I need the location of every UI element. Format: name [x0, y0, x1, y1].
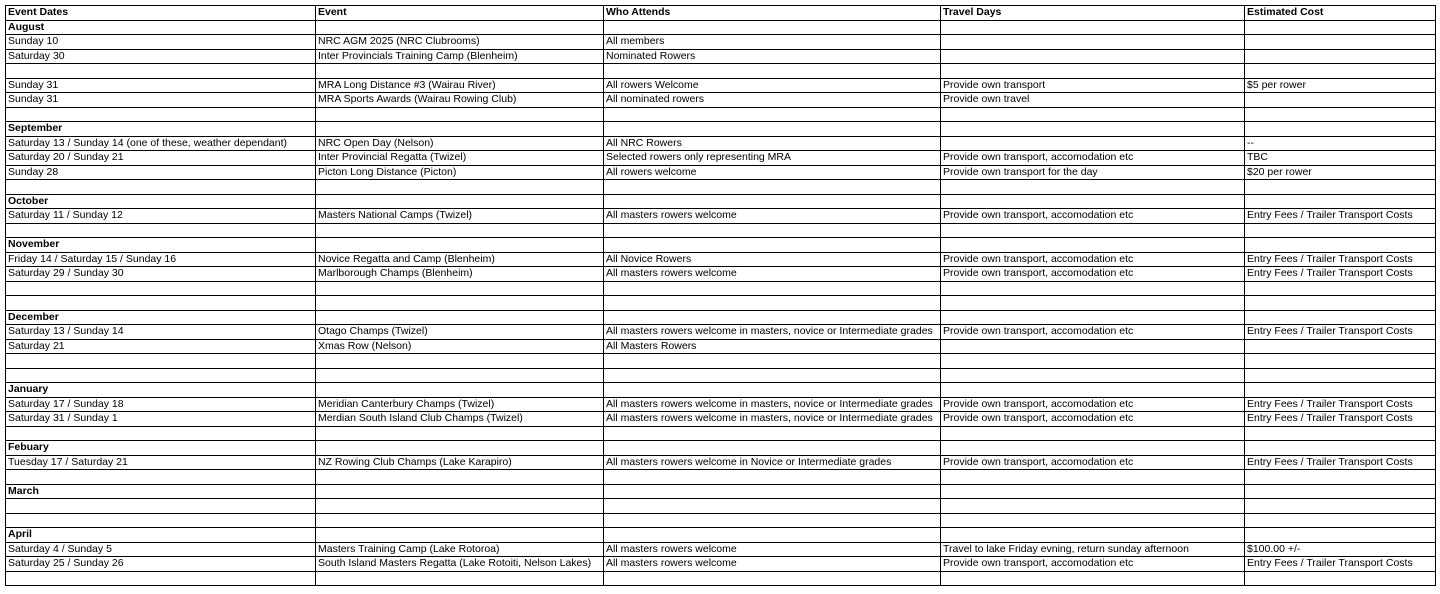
estimated-cost-cell[interactable] [1245, 180, 1436, 195]
travel-days-cell[interactable] [941, 49, 1245, 64]
event-dates-cell[interactable]: Saturday 11 / Sunday 12 [6, 209, 316, 224]
event-cell[interactable] [316, 64, 604, 79]
who-attends-cell[interactable] [604, 441, 941, 456]
event-dates-cell[interactable]: Saturday 29 / Sunday 30 [6, 267, 316, 282]
blank-row [6, 64, 1436, 79]
event-dates-cell[interactable]: Saturday 20 / Sunday 21 [6, 151, 316, 166]
who-attends-cell[interactable] [604, 194, 941, 209]
event-dates-cell[interactable] [6, 107, 316, 122]
estimated-cost-cell[interactable] [1245, 64, 1436, 79]
event-cell[interactable] [316, 484, 604, 499]
header-who-attends[interactable]: Who Attends [604, 6, 941, 21]
month-label[interactable]: August [6, 20, 316, 35]
event-dates-cell[interactable] [6, 223, 316, 238]
who-attends-cell[interactable] [604, 354, 941, 369]
who-attends-cell[interactable] [604, 223, 941, 238]
estimated-cost-cell[interactable] [1245, 513, 1436, 528]
travel-days-cell[interactable]: Travel to lake Friday evning, return sunday afternoon [941, 542, 1245, 557]
event-dates-cell[interactable]: Saturday 4 / Sunday 5 [6, 542, 316, 557]
estimated-cost-cell[interactable]: $5 per rower [1245, 78, 1436, 93]
who-attends-cell[interactable]: All NRC Rowers [604, 136, 941, 151]
who-attends-cell[interactable] [604, 484, 941, 499]
event-cell[interactable] [316, 122, 604, 137]
who-attends-cell[interactable]: All masters rowers welcome [604, 542, 941, 557]
event-cell[interactable] [316, 310, 604, 325]
estimated-cost-cell[interactable] [1245, 470, 1436, 485]
table-row [6, 542, 1436, 557]
travel-days-cell[interactable]: Provide own transport, accomodation etc [941, 151, 1245, 166]
blank-row [6, 180, 1436, 195]
event-cell[interactable] [316, 223, 604, 238]
who-attends-cell[interactable]: Nominated Rowers [604, 49, 941, 64]
event-cell[interactable] [316, 513, 604, 528]
who-attends-cell[interactable] [604, 238, 941, 253]
event-cell[interactable] [316, 528, 604, 543]
travel-days-cell[interactable] [941, 310, 1245, 325]
event-cell[interactable] [316, 354, 604, 369]
estimated-cost-cell[interactable]: $100.00 +/- [1245, 542, 1436, 557]
who-attends-cell[interactable] [604, 20, 941, 35]
event-dates-cell[interactable]: Sunday 31 [6, 78, 316, 93]
estimated-cost-cell[interactable] [1245, 35, 1436, 50]
estimated-cost-cell[interactable]: TBC [1245, 151, 1436, 166]
estimated-cost-cell[interactable] [1245, 441, 1436, 456]
event-cell[interactable] [316, 426, 604, 441]
estimated-cost-cell[interactable]: Entry Fees / Trailer Transport Costs [1245, 557, 1436, 572]
event-dates-cell[interactable]: Saturday 13 / Sunday 14 [6, 325, 316, 340]
estimated-cost-cell[interactable]: Entry Fees / Trailer Transport Costs [1245, 325, 1436, 340]
month-label[interactable]: January [6, 383, 316, 398]
month-row [6, 310, 1436, 325]
event-cell[interactable]: Otago Champs (Twizel) [316, 325, 604, 340]
who-attends-cell[interactable] [604, 107, 941, 122]
event-cell[interactable] [316, 441, 604, 456]
travel-days-cell[interactable]: Provide own transport, accomodation etc [941, 267, 1245, 282]
estimated-cost-cell[interactable]: Entry Fees / Trailer Transport Costs [1245, 209, 1436, 224]
event-dates-cell[interactable] [6, 571, 316, 586]
header-estimated-cost[interactable]: Estimated Cost [1245, 6, 1436, 21]
travel-days-cell[interactable] [941, 180, 1245, 195]
month-label[interactable]: September [6, 122, 316, 137]
estimated-cost-cell[interactable]: Entry Fees / Trailer Transport Costs [1245, 455, 1436, 470]
event-dates-cell[interactable]: Saturday 13 / Sunday 14 (one of these, weather dependant) [6, 136, 316, 151]
travel-days-cell[interactable]: Provide own transport, accomodation etc [941, 557, 1245, 572]
event-cell[interactable] [316, 238, 604, 253]
month-label[interactable]: March [6, 484, 316, 499]
travel-days-cell[interactable] [941, 281, 1245, 296]
estimated-cost-cell[interactable] [1245, 571, 1436, 586]
blank-row [6, 354, 1436, 369]
event-dates-cell[interactable]: Sunday 10 [6, 35, 316, 50]
event-cell[interactable] [316, 499, 604, 514]
who-attends-cell[interactable]: All Novice Rowers [604, 252, 941, 267]
who-attends-cell[interactable] [604, 571, 941, 586]
travel-days-cell[interactable] [941, 122, 1245, 137]
who-attends-cell[interactable]: All nominated rowers [604, 93, 941, 108]
who-attends-cell[interactable]: All masters rowers welcome [604, 209, 941, 224]
table-row [6, 165, 1436, 180]
blank-row [6, 470, 1436, 485]
estimated-cost-cell[interactable] [1245, 238, 1436, 253]
event-dates-cell[interactable]: Saturday 30 [6, 49, 316, 64]
table-row [6, 455, 1436, 470]
month-row [6, 20, 1436, 35]
travel-days-cell[interactable] [941, 238, 1245, 253]
table-row [6, 93, 1436, 108]
table-row [6, 325, 1436, 340]
travel-days-cell[interactable]: Provide own transport, accomodation etc [941, 412, 1245, 427]
estimated-cost-cell[interactable] [1245, 383, 1436, 398]
travel-days-cell[interactable] [941, 296, 1245, 311]
event-dates-cell[interactable] [6, 426, 316, 441]
table-row [6, 267, 1436, 282]
who-attends-cell[interactable]: All Masters Rowers [604, 339, 941, 354]
table-row [6, 252, 1436, 267]
event-dates-cell[interactable]: Saturday 21 [6, 339, 316, 354]
travel-days-cell[interactable] [941, 499, 1245, 514]
event-dates-cell[interactable]: Friday 14 / Saturday 15 / Sunday 16 [6, 252, 316, 267]
travel-days-cell[interactable]: Provide own transport, accomodation etc [941, 252, 1245, 267]
who-attends-cell[interactable] [604, 310, 941, 325]
travel-days-cell[interactable]: Provide own transport, accomodation etc [941, 455, 1245, 470]
travel-days-cell[interactable] [941, 368, 1245, 383]
who-attends-cell[interactable]: All masters rowers welcome in masters, novice or Intermediate grades [604, 412, 941, 427]
travel-days-cell[interactable] [941, 441, 1245, 456]
blank-row [6, 281, 1436, 296]
estimated-cost-cell[interactable] [1245, 93, 1436, 108]
estimated-cost-cell[interactable] [1245, 20, 1436, 35]
month-label[interactable]: December [6, 310, 316, 325]
travel-days-cell[interactable]: Provide own transport for the day [941, 165, 1245, 180]
month-row [6, 238, 1436, 253]
header-row [6, 6, 1436, 21]
estimated-cost-cell[interactable] [1245, 499, 1436, 514]
event-cell[interactable] [316, 368, 604, 383]
header-travel-days[interactable]: Travel Days [941, 6, 1245, 21]
table-row [6, 557, 1436, 572]
travel-days-cell[interactable] [941, 339, 1245, 354]
estimated-cost-cell[interactable] [1245, 339, 1436, 354]
event-dates-cell[interactable] [6, 180, 316, 195]
table-body [6, 20, 1436, 586]
estimated-cost-cell[interactable] [1245, 281, 1436, 296]
event-cell[interactable]: NZ Rowing Club Champs (Lake Karapiro) [316, 455, 604, 470]
estimated-cost-cell[interactable] [1245, 484, 1436, 499]
estimated-cost-cell[interactable] [1245, 194, 1436, 209]
event-cell[interactable] [316, 180, 604, 195]
travel-days-cell[interactable] [941, 383, 1245, 398]
event-cell[interactable] [316, 296, 604, 311]
travel-days-cell[interactable] [941, 136, 1245, 151]
event-cell[interactable] [316, 571, 604, 586]
event-dates-cell[interactable] [6, 64, 316, 79]
travel-days-cell[interactable]: Provide own transport, accomodation etc [941, 325, 1245, 340]
estimated-cost-cell[interactable] [1245, 223, 1436, 238]
table-row [6, 151, 1436, 166]
estimated-cost-cell[interactable]: $20 per rower [1245, 165, 1436, 180]
month-label[interactable]: November [6, 238, 316, 253]
event-cell[interactable]: Inter Provincials Training Camp (Blenheim) [316, 49, 604, 64]
month-row [6, 441, 1436, 456]
travel-days-cell[interactable] [941, 571, 1245, 586]
who-attends-cell[interactable]: All masters rowers welcome in masters, novice or Intermediate grades [604, 325, 941, 340]
table-row [6, 397, 1436, 412]
event-cell[interactable] [316, 383, 604, 398]
month-row [6, 528, 1436, 543]
blank-row [6, 426, 1436, 441]
who-attends-cell[interactable] [604, 383, 941, 398]
events-table [5, 5, 1436, 586]
travel-days-cell[interactable]: Provide own travel [941, 93, 1245, 108]
event-cell[interactable]: Xmas Row (Nelson) [316, 339, 604, 354]
blank-row [6, 296, 1436, 311]
table-row [6, 136, 1436, 151]
blank-row [6, 571, 1436, 586]
event-cell[interactable] [316, 281, 604, 296]
estimated-cost-cell[interactable] [1245, 107, 1436, 122]
event-dates-cell[interactable]: Sunday 28 [6, 165, 316, 180]
event-dates-cell[interactable] [6, 470, 316, 485]
event-dates-cell[interactable]: Tuesday 17 / Saturday 21 [6, 455, 316, 470]
travel-days-cell[interactable] [941, 107, 1245, 122]
estimated-cost-cell[interactable] [1245, 310, 1436, 325]
event-dates-cell[interactable] [6, 281, 316, 296]
event-cell[interactable]: MRA Sports Awards (Wairau Rowing Club) [316, 93, 604, 108]
events-spreadsheet [5, 5, 1436, 586]
estimated-cost-cell[interactable] [1245, 426, 1436, 441]
travel-days-cell[interactable] [941, 223, 1245, 238]
estimated-cost-cell[interactable] [1245, 528, 1436, 543]
who-attends-cell[interactable] [604, 426, 941, 441]
who-attends-cell[interactable]: All rowers welcome [604, 165, 941, 180]
blank-row [6, 223, 1436, 238]
event-dates-cell[interactable]: Saturday 25 / Sunday 26 [6, 557, 316, 572]
event-dates-cell[interactable] [6, 296, 316, 311]
month-row [6, 194, 1436, 209]
estimated-cost-cell[interactable] [1245, 49, 1436, 64]
event-dates-cell[interactable] [6, 354, 316, 369]
event-dates-cell[interactable]: Saturday 17 / Sunday 18 [6, 397, 316, 412]
who-attends-cell[interactable] [604, 513, 941, 528]
who-attends-cell[interactable]: All masters rowers welcome in Novice or Intermediate grades [604, 455, 941, 470]
who-attends-cell[interactable] [604, 64, 941, 79]
estimated-cost-cell[interactable]: Entry Fees / Trailer Transport Costs [1245, 412, 1436, 427]
blank-row [6, 107, 1436, 122]
table-row [6, 339, 1436, 354]
month-label[interactable]: April [6, 528, 316, 543]
event-cell[interactable] [316, 470, 604, 485]
estimated-cost-cell[interactable]: Entry Fees / Trailer Transport Costs [1245, 397, 1436, 412]
who-attends-cell[interactable]: All masters rowers welcome [604, 267, 941, 282]
travel-days-cell[interactable]: Provide own transport, accomodation etc [941, 397, 1245, 412]
event-cell[interactable]: Novice Regatta and Camp (Blenheim) [316, 252, 604, 267]
event-cell[interactable] [316, 194, 604, 209]
event-dates-cell[interactable]: Saturday 31 / Sunday 1 [6, 412, 316, 427]
event-cell[interactable]: Meridian Canterbury Champs (Twizel) [316, 397, 604, 412]
month-label[interactable]: October [6, 194, 316, 209]
table-row [6, 49, 1436, 64]
who-attends-cell[interactable] [604, 281, 941, 296]
blank-row [6, 513, 1436, 528]
estimated-cost-cell[interactable]: Entry Fees / Trailer Transport Costs [1245, 267, 1436, 282]
travel-days-cell[interactable]: Provide own transport [941, 78, 1245, 93]
estimated-cost-cell[interactable] [1245, 354, 1436, 369]
estimated-cost-cell[interactable] [1245, 122, 1436, 137]
who-attends-cell[interactable] [604, 499, 941, 514]
event-cell[interactable]: NRC AGM 2025 (NRC Clubrooms) [316, 35, 604, 50]
event-dates-cell[interactable]: Sunday 31 [6, 93, 316, 108]
event-cell[interactable]: Merdian South Island Club Champs (Twizel) [316, 412, 604, 427]
month-row [6, 383, 1436, 398]
travel-days-cell[interactable] [941, 426, 1245, 441]
event-dates-cell[interactable] [6, 499, 316, 514]
estimated-cost-cell[interactable] [1245, 296, 1436, 311]
estimated-cost-cell[interactable]: -- [1245, 136, 1436, 151]
travel-days-cell[interactable] [941, 354, 1245, 369]
table-row [6, 412, 1436, 427]
month-row [6, 484, 1436, 499]
header-event-dates[interactable]: Event Dates [6, 6, 316, 21]
travel-days-cell[interactable] [941, 194, 1245, 209]
event-cell[interactable]: Marlborough Champs (Blenheim) [316, 267, 604, 282]
event-cell[interactable]: Masters Training Camp (Lake Rotoroa) [316, 542, 604, 557]
event-cell[interactable] [316, 20, 604, 35]
event-cell[interactable] [316, 107, 604, 122]
event-cell[interactable]: NRC Open Day (Nelson) [316, 136, 604, 151]
blank-row [6, 368, 1436, 383]
header-event[interactable]: Event [316, 6, 604, 21]
event-cell[interactable]: MRA Long Distance #3 (Wairau River) [316, 78, 604, 93]
who-attends-cell[interactable]: All masters rowers welcome in masters, novice or Intermediate grades [604, 397, 941, 412]
who-attends-cell[interactable]: All rowers Welcome [604, 78, 941, 93]
month-row [6, 122, 1436, 137]
who-attends-cell[interactable] [604, 528, 941, 543]
travel-days-cell[interactable] [941, 484, 1245, 499]
event-dates-cell[interactable] [6, 513, 316, 528]
table-row [6, 209, 1436, 224]
who-attends-cell[interactable] [604, 368, 941, 383]
month-label[interactable]: Febuary [6, 441, 316, 456]
event-cell[interactable]: Picton Long Distance (Picton) [316, 165, 604, 180]
travel-days-cell[interactable] [941, 528, 1245, 543]
travel-days-cell[interactable] [941, 64, 1245, 79]
who-attends-cell[interactable]: All masters rowers welcome [604, 557, 941, 572]
table-row [6, 35, 1436, 50]
who-attends-cell[interactable] [604, 296, 941, 311]
estimated-cost-cell[interactable]: Entry Fees / Trailer Transport Costs [1245, 252, 1436, 267]
travel-days-cell[interactable] [941, 513, 1245, 528]
event-cell[interactable]: Inter Provincial Regatta (Twizel) [316, 151, 604, 166]
event-cell[interactable]: South Island Masters Regatta (Lake Rotoiti, Nelson Lakes) [316, 557, 604, 572]
travel-days-cell[interactable] [941, 20, 1245, 35]
travel-days-cell[interactable] [941, 470, 1245, 485]
event-dates-cell[interactable] [6, 368, 316, 383]
blank-row [6, 499, 1436, 514]
who-attends-cell[interactable] [604, 180, 941, 195]
who-attends-cell[interactable]: Selected rowers only representing MRA [604, 151, 941, 166]
travel-days-cell[interactable]: Provide own transport, accomodation etc [941, 209, 1245, 224]
travel-days-cell[interactable] [941, 35, 1245, 50]
estimated-cost-cell[interactable] [1245, 368, 1436, 383]
event-cell[interactable]: Masters National Camps (Twizel) [316, 209, 604, 224]
who-attends-cell[interactable]: All members [604, 35, 941, 50]
who-attends-cell[interactable] [604, 470, 941, 485]
table-row [6, 78, 1436, 93]
who-attends-cell[interactable] [604, 122, 941, 137]
